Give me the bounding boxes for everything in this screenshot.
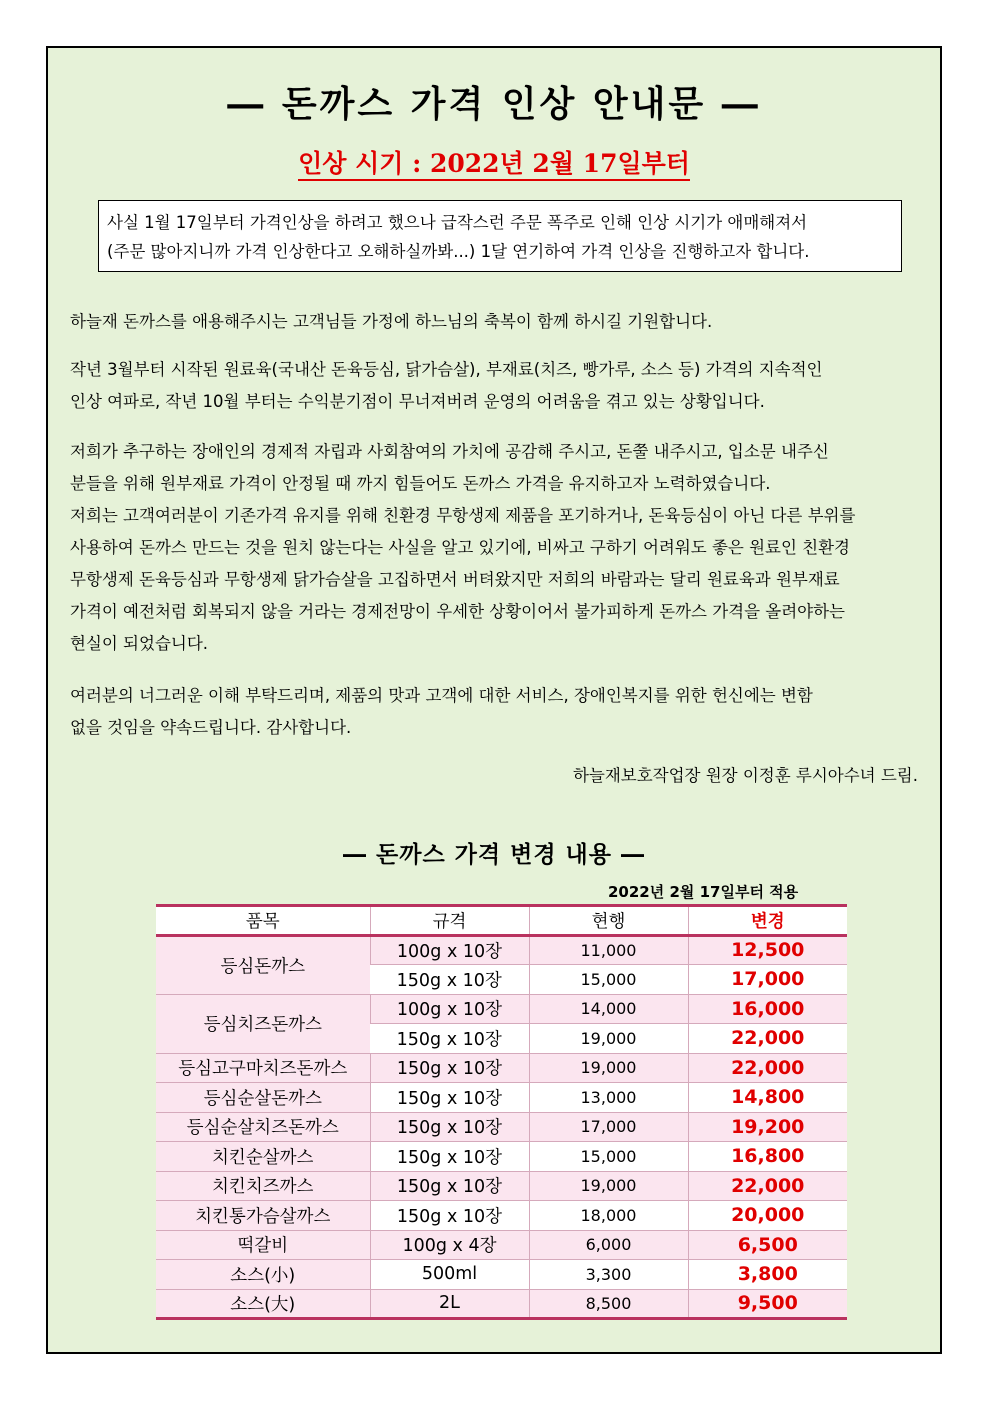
paragraph-line: 분들을 위해 원부재료 가격이 안정될 때 까지 힘들어도 돈까스 가격을 유지하고자 노력하였습니다. [70,474,771,493]
cell-spec: 500ml [370,1260,529,1290]
cell-current: 18,000 [529,1201,688,1231]
cell-current: 15,000 [529,965,688,995]
closing-paragraph [70,680,813,744]
table-row [156,935,847,965]
cell-current: 19,000 [529,1053,688,1083]
cell-new-price: 12,500 [688,935,847,965]
cell-current: 19,000 [529,1024,688,1054]
notice-line: 사실 1월 17일부터 가격인상을 하려고 했으나 급작스런 주문 폭주로 인해 인상 시기가 애매해져서 [107,213,808,232]
cell-item: 소스(大) [156,1289,370,1319]
table-row [156,1053,847,1083]
signature: 하늘재보호작업장 원장 이정훈 루시아수녀 드림. [572,766,918,785]
cell-item: 치킨통가슴살까스 [156,1201,370,1231]
table-row [156,1171,847,1201]
increase-date-text: 인상 시기 : 2022년 2월 17일부터 [298,149,690,181]
cell-new-price: 9,500 [688,1289,847,1319]
cell-new-price: 22,000 [688,1171,847,1201]
greeting-paragraph [70,306,712,338]
paragraph-line: 가격이 예전처럼 회복되지 않을 거라는 경제전망이 우세한 상황이어서 불가피하게 돈까스 가격을 올려야하는 [70,602,845,621]
cell-new-price: 22,000 [688,1053,847,1083]
cell-current: 17,000 [529,1112,688,1142]
cell-current: 19,000 [529,1171,688,1201]
cell-spec: 100g x 10장 [370,935,529,965]
cell-new-price: 16,800 [688,1142,847,1172]
notice-document [46,46,942,1354]
cell-current: 15,000 [529,1142,688,1172]
paragraph-line: 없을 것임을 약속드립니다. 감사합니다. [70,718,352,737]
cell-item: 치킨치즈까스 [156,1171,370,1201]
header-item: 품목 [156,906,370,936]
cell-new-price: 20,000 [688,1201,847,1231]
cell-current: 14,000 [529,994,688,1024]
cell-new-price: 3,800 [688,1260,847,1290]
cell-new-price: 16,000 [688,994,847,1024]
paragraph-line: 저희는 고객여러분이 기존가격 유지를 위해 친환경 무항생제 제품을 포기하거나, 돈육등심이 아닌 다른 부위를 [70,506,856,525]
paragraph-line: 작년 3월부터 시작된 원료육(국내산 돈육등심, 닭가슴살), 부재료(치즈, 빵가루, 소스 등) 가격의 지속적인 [70,360,823,379]
header-spec: 규격 [370,906,529,936]
cost-increase-paragraph [70,354,822,418]
table-row [156,994,847,1024]
increase-date-heading [48,144,940,180]
cell-item: 등심고구마치즈돈까스 [156,1053,370,1083]
postponement-notice-box [98,200,902,272]
cell-spec: 2L [370,1289,529,1319]
paragraph-line: 현실이 되었습니다. [70,634,209,653]
cell-item: 등심순살돈까스 [156,1083,370,1113]
price-table-title: ― 돈까스 가격 변경 내용 ― [343,842,645,868]
cell-item: 떡갈비 [156,1230,370,1260]
table-row [156,1083,847,1113]
price-table [156,904,847,1320]
cell-spec: 100g x 4장 [370,1230,529,1260]
paragraph-line: 저희가 추구하는 장애인의 경제적 자립과 사회참여의 가치에 공감해 주시고, 돈쭐 내주시고, 입소문 내주신 [70,442,829,461]
paragraph-line: 여러분의 너그러운 이해 부탁드리며, 제품의 맛과 고객에 대한 서비스, 장애인복지를 위한 헌신에는 변함 [70,686,813,705]
cell-spec: 150g x 10장 [370,1201,529,1231]
cell-item: 등심순살치즈돈까스 [156,1112,370,1142]
paragraph-line: 무항생제 돈육등심과 무항생제 닭가슴살을 고집하면서 버텨왔지만 저희의 바람과는 달리 원료육과 원부재료 [70,570,840,589]
table-row [156,1142,847,1172]
explanation-paragraph [70,436,855,660]
cell-spec: 100g x 10장 [370,994,529,1024]
cell-item: 치킨순살까스 [156,1142,370,1172]
price-table-header [156,906,847,936]
table-row [156,1289,847,1319]
cell-current: 13,000 [529,1083,688,1113]
cell-new-price: 14,800 [688,1083,847,1113]
paragraph-line: 사용하여 돈까스 만드는 것을 원치 않는다는 사실을 알고 있기에, 비싸고 구하기 어려워도 좋은 원료인 친환경 [70,538,850,557]
table-row [156,1112,847,1142]
cell-new-price: 19,200 [688,1112,847,1142]
header-current: 현행 [529,906,688,936]
header-new: 변경 [688,906,847,936]
cell-new-price: 6,500 [688,1230,847,1260]
cell-spec: 150g x 10장 [370,965,529,995]
cell-item: 등심치즈돈까스 [156,994,370,1053]
cell-current: 11,000 [529,935,688,965]
document-title: ― 돈까스 가격 인상 안내문 ― [227,83,761,125]
table-row [156,1230,847,1260]
cell-current: 8,500 [529,1289,688,1319]
table-row [156,1260,847,1290]
cell-current: 6,000 [529,1230,688,1260]
cell-spec: 150g x 10장 [370,1053,529,1083]
cell-current: 3,300 [529,1260,688,1290]
cell-new-price: 22,000 [688,1024,847,1054]
cell-spec: 150g x 10장 [370,1171,529,1201]
paragraph-line: 인상 여파로, 작년 10월 부터는 수익분기점이 무너져버려 운영의 어려움을 겪고 있는 상황입니다. [70,392,765,411]
table-row [156,1201,847,1231]
notice-line: (주문 많아지니까 가격 인상한다고 오해하실까봐...) 1달 연기하여 가격 인상을 진행하고자 합니다. [107,242,810,261]
price-table-body [156,935,847,1319]
cell-spec: 150g x 10장 [370,1142,529,1172]
cell-new-price: 17,000 [688,965,847,995]
apply-date: 2022년 2월 17일부터 적용 [608,883,799,901]
cell-spec: 150g x 10장 [370,1083,529,1113]
cell-item: 소스(小) [156,1260,370,1290]
paragraph-line: 하늘재 돈까스를 애용해주시는 고객님들 가정에 하느님의 축복이 함께 하시길 기원합니다. [70,312,713,331]
cell-item: 등심돈까스 [156,935,370,994]
cell-spec: 150g x 10장 [370,1112,529,1142]
cell-spec: 150g x 10장 [370,1024,529,1054]
